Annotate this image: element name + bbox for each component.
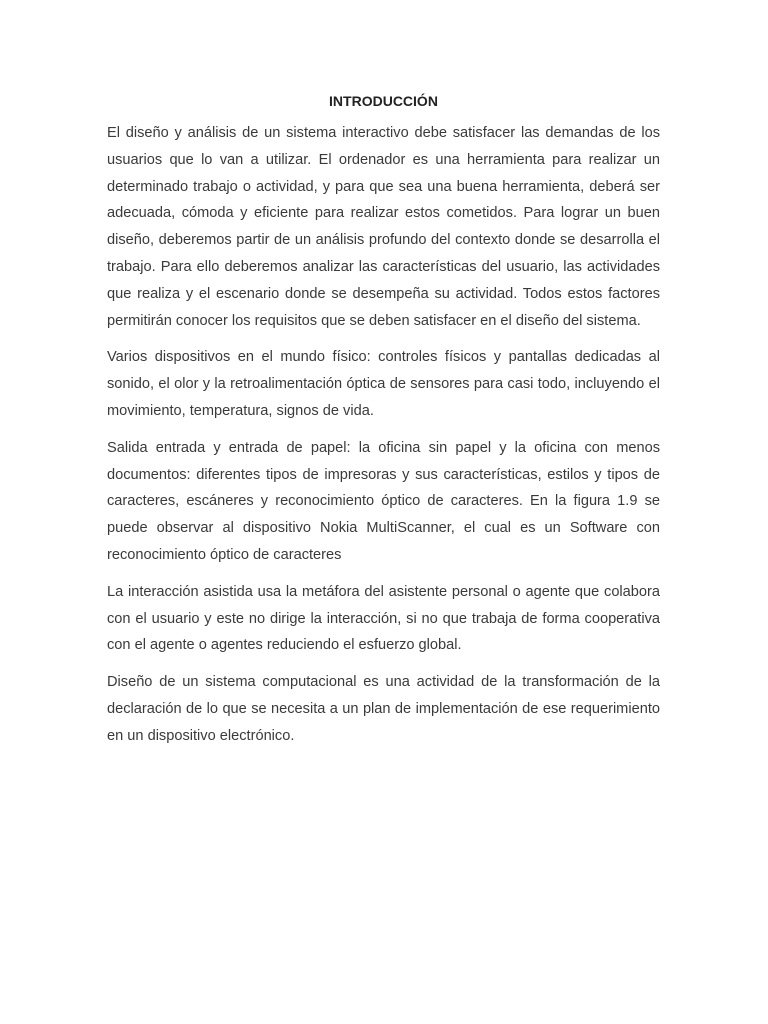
paragraph-dispositivos: Varios dispositivos en el mundo físico: controles físicos y pantallas dedicadas al sonido, el olor y la retroalimentación óptica de sensores para casi todo, incluyendo el movimiento, temperatura, signos de vida. [107,349,660,419]
paragraph-diseno-sistema: Diseño de un sistema computacional es una actividad de la transformación de la declaración de lo que se necesita a un plan de implementación de ese requerimiento en un dispositivo electrónico. [107,674,660,744]
document-title: INTRODUCCIÓN [329,93,438,109]
paragraph-salida-entrada: Salida entrada y entrada de papel: la oficina sin papel y la oficina con menos documentos: diferentes tipos de impresoras y sus características, estilos y tipos de caracteres, escáneres y reconocimiento óptico de caracteres. En la figura 1.9 se puede observar al dispositivo Nokia MultiScanner, el cual es un Software con reconocimiento óptico de caracteres [107,439,660,563]
paragraph-interaccion-asistida: La interacción asistida usa la metáfora del asistente personal o agente que colabora con el usuario y este no dirige la interacción, si no que trabaja de forma cooperativa con el agente o agentes reduciendo el esfuerzo global. [107,583,660,654]
paragraph-intro: El diseño y análisis de un sistema interactivo debe satisfacer las demandas de los usuarios que lo van a utilizar. El ordenador es una herramienta para realizar un determinado trabajo o actividad, y para que sea una buena herramienta, deberá ser adecuada, cómoda y eficiente para realizar estos cometidos. Para lograr un buen diseño, deberemos partir de un análisis profundo del contexto donde se desarrolla el trabajo. Para ello deberemos analizar las características del usuario, las actividades que realiza y el escenario donde se desempeña su actividad. Todos estos factores permitirán conocer los requisitos que se deben satisfacer en el diseño del sistema. [107,125,660,329]
document-body [107,90,660,760]
